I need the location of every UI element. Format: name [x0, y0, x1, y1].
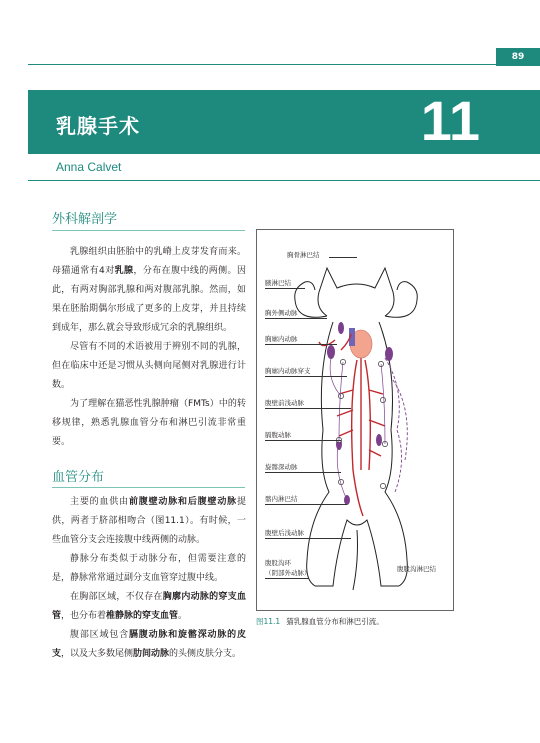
leader-line: [265, 318, 327, 319]
paragraph: 为了理解在猫恶性乳腺肿瘤（FMTs）中的转移规律，熟悉乳腺血管分布和淋巴引流非常重要。: [52, 399, 246, 447]
paragraph: 静脉分布类似于动脉分布，但需要注意的是，静脉常常通过副分支血管穿过腹中线。: [52, 554, 246, 583]
label-caudal-superficial-epigastric: 腹壁后浅动脉: [265, 529, 304, 537]
label-internal-thoracic-artery: 胸廓内动脉: [265, 335, 298, 343]
paragraph: 在胸部区域，不仅存在胸廓内动脉的穿支血管，也分布着椎静脉的穿支血管。: [52, 592, 246, 621]
cat-outline: [295, 268, 418, 590]
chapter-title: 乳腺手术: [56, 114, 140, 138]
leader-line: [265, 376, 347, 377]
author-rule: [28, 180, 540, 181]
section-title-anatomy: 外科解剖学: [52, 212, 118, 227]
leader-line: [265, 538, 351, 539]
label-inguinal-ring: 腹股沟环: [265, 559, 291, 567]
leader-line: [265, 504, 347, 505]
figure-number: 图11.1: [256, 617, 281, 626]
leader-line: [265, 472, 341, 473]
label-lateral-thoracic-artery: 胸外侧动脉: [265, 309, 298, 317]
top-rule: [28, 64, 496, 65]
label-sternal-lymph-node: 胸骨淋巴结: [287, 251, 320, 259]
page-number: 89: [496, 48, 540, 66]
figure-caption-text: 猫乳腺血管分布和淋巴引流。: [286, 617, 384, 626]
section-rule: [52, 487, 245, 488]
lymph-vessels: [330, 358, 385, 500]
label-internal-iliac-lymph-node: 髂内淋巴结: [265, 495, 298, 503]
leader-line: [265, 408, 351, 409]
leader-line: [265, 288, 305, 289]
label-phrenicoabdominal-artery: 膈腹动脉: [265, 431, 291, 439]
artery-branches: [319, 334, 385, 516]
chapter-banner: [28, 90, 540, 154]
paragraph: 腹部区域包含膈腹动脉和旋髂深动脉的皮支，以及大多数尾侧肋间动脉的头侧皮肤分支。: [52, 630, 246, 659]
section-rule: [52, 230, 245, 231]
cat-anatomy-illustration: [257, 230, 453, 610]
label-axillary-lymph-node: 腋淋巴结: [265, 279, 291, 287]
section-vascular-body: [52, 493, 246, 664]
paragraph: 主要的血供由前腹壁动脉和后腹壁动脉提供，两者于脐部相吻合（图11.1）。有时候，一些血管分支会连接腹中线两侧的动脉。: [52, 497, 246, 545]
label-deep-circumflex-iliac: 旋髂深动脉: [265, 463, 298, 471]
leader-line: [265, 440, 341, 441]
paragraph: 乳腺组织由胚胎中的乳嵴上皮芽发育而来。母猫通常有4对乳腺，分布在腹中线的两侧。因此，有两对胸部乳腺和两对腹部乳腺。然而，如果在胚胎期偶尔形成了更多的上皮芽，并且持续到成年，那么就会导致形成冗余的乳腺组织。: [52, 247, 246, 333]
leader-line: [265, 578, 309, 579]
section-anatomy-body: [52, 243, 246, 452]
lymph-drainage-paths: [385, 358, 407, 492]
label-cranial-superficial-epigastric: 腹壁前浅动脉: [265, 399, 304, 407]
leader-line: [265, 344, 337, 345]
figure-box: [256, 229, 454, 611]
chapter-author: Anna Calvet: [56, 160, 122, 174]
section-title-vascular: 血管分布: [52, 470, 105, 485]
label-internal-thoracic-perforator: 胸廓内动脉穿支: [265, 367, 311, 375]
paragraph: 尽管有不同的术语被用于辨别不同的乳腺，但在临床中还是习惯从头侧向尾侧对乳腺进行计数。: [52, 342, 246, 390]
chapter-number: 11: [420, 89, 480, 152]
leader-line: [329, 257, 357, 258]
label-external-pudendal-artery: （阴部外动脉）: [265, 569, 311, 577]
figure-caption: [256, 616, 384, 627]
label-inguinal-lymph-node: 腹股沟淋巴结: [397, 565, 436, 573]
